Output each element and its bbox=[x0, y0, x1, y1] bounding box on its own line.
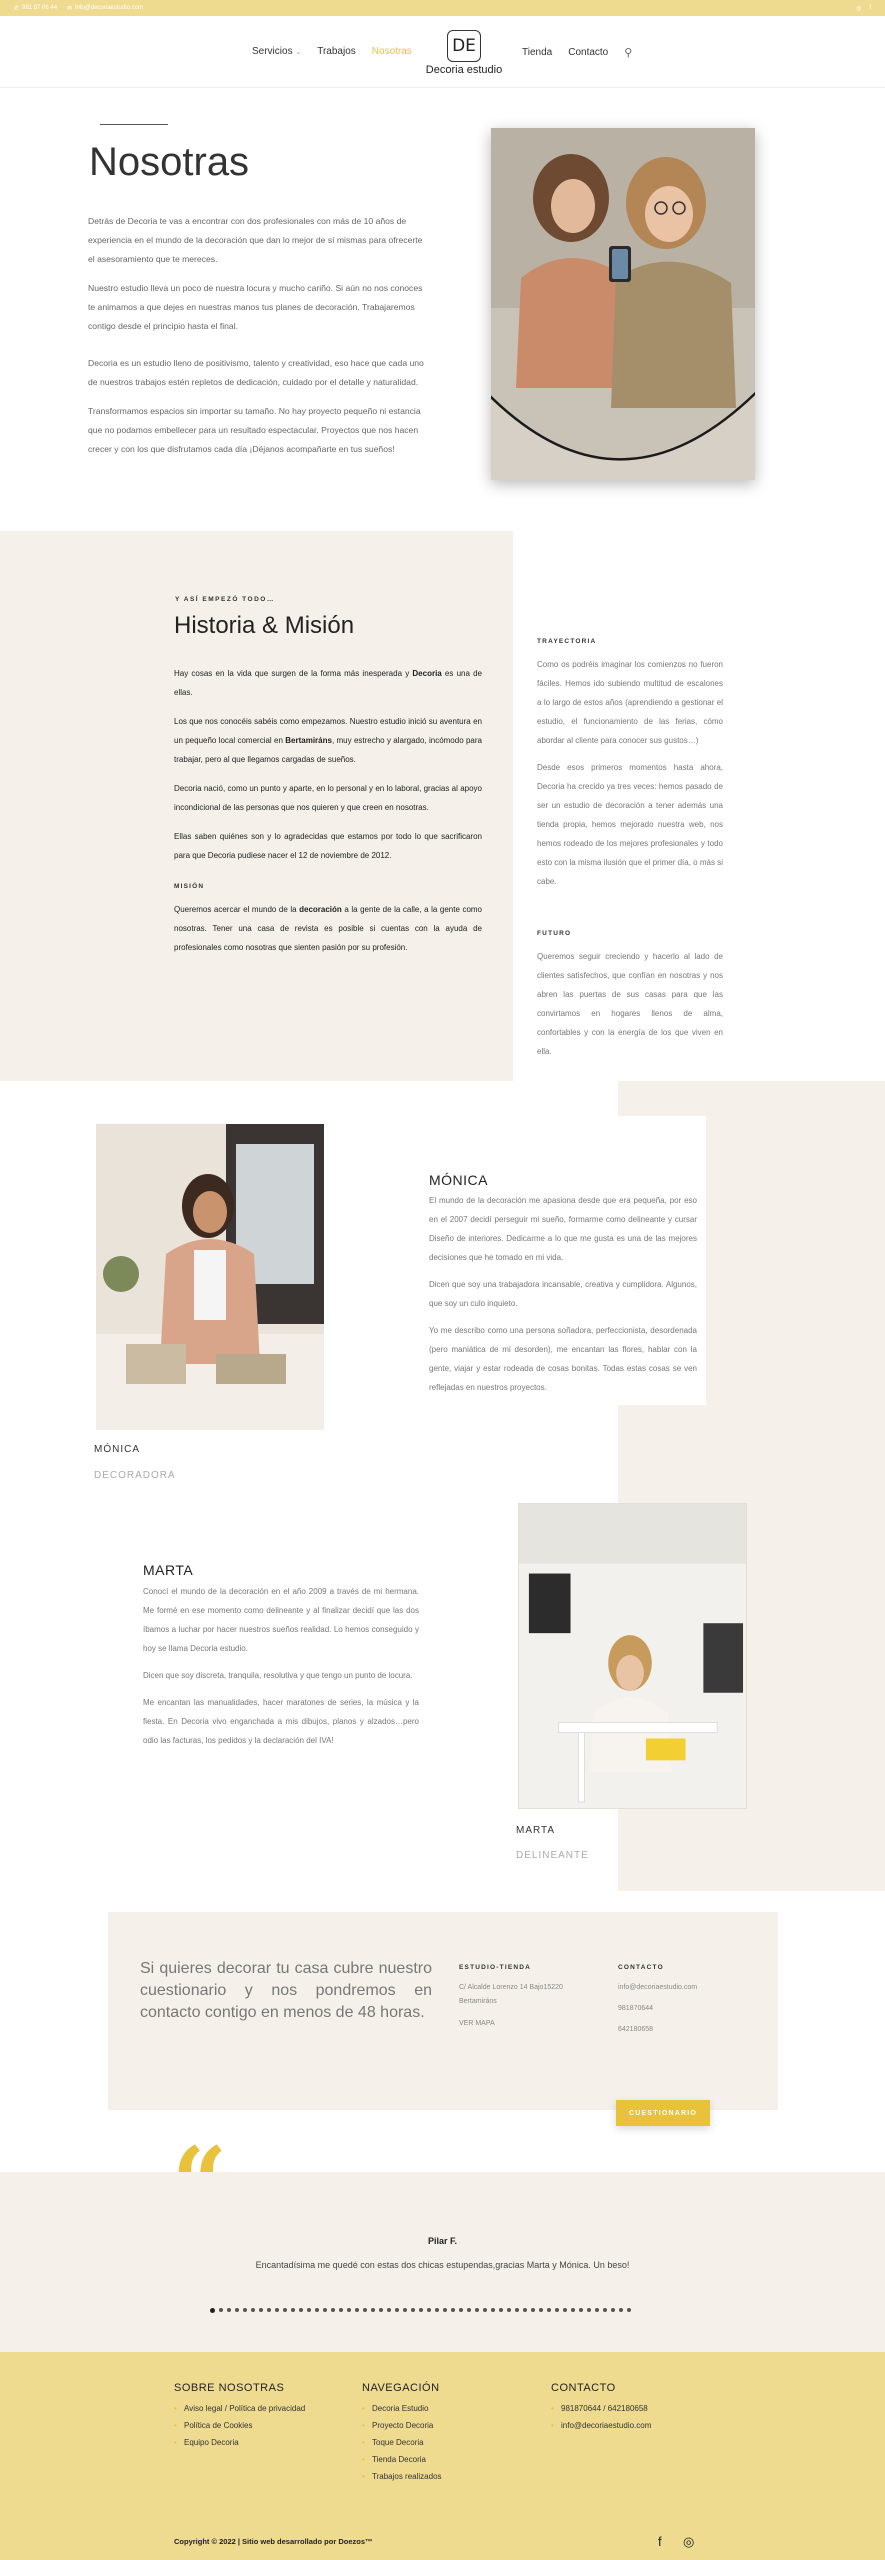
trayectoria-heading: TRAYECTORIA bbox=[537, 638, 597, 645]
slider-dot[interactable] bbox=[403, 2308, 407, 2312]
slider-dot[interactable] bbox=[395, 2308, 399, 2312]
facebook-icon[interactable]: f bbox=[869, 4, 871, 11]
site-logo[interactable] bbox=[418, 30, 510, 76]
footer-link[interactable]: • Política de Cookies bbox=[174, 2417, 305, 2434]
contact-info bbox=[618, 1961, 748, 2037]
topbar-phone[interactable]: ✆ 981 87 06 44 bbox=[14, 5, 58, 12]
testimonial-text: Encantadísima me quedé con estas dos chicas estupendas,gracias Marta y Mónica. Un beso! bbox=[255, 2260, 630, 2270]
footer-link[interactable]: • Equipo Decoria bbox=[174, 2434, 305, 2451]
monica-caption-name: MÓNICA bbox=[94, 1444, 140, 1455]
studio-address: C/ Alcalde Lorenzo 14 Bajo15220 Bertamiráns bbox=[459, 1984, 563, 2005]
slider-dot[interactable] bbox=[283, 2308, 287, 2312]
slider-dot[interactable] bbox=[331, 2308, 335, 2312]
slider-dot[interactable] bbox=[227, 2308, 231, 2312]
slider-dot[interactable] bbox=[459, 2308, 463, 2312]
slider-dot[interactable] bbox=[219, 2308, 223, 2312]
contact-phone[interactable]: 642180658 bbox=[618, 2026, 654, 2033]
site-header bbox=[0, 16, 885, 88]
slider-dot[interactable] bbox=[210, 2308, 215, 2313]
studio-heading: ESTUDIO-TIENDA bbox=[459, 1964, 532, 1971]
page-title: Nosotras bbox=[89, 140, 250, 184]
slider-dot[interactable] bbox=[611, 2308, 615, 2312]
slider-dot[interactable] bbox=[251, 2308, 255, 2312]
footer-heading: CONTACTO bbox=[551, 2382, 616, 2394]
copyright: Copyright © 2022 | Sitio web desarrollado por Doezos™ bbox=[174, 2537, 373, 2546]
trayectoria-column bbox=[537, 632, 723, 899]
instagram-icon[interactable]: ◎ bbox=[683, 2534, 695, 2549]
slider-dot[interactable] bbox=[571, 2308, 575, 2312]
logo-name: Decoria estudio bbox=[425, 64, 503, 76]
nav-item-contacto[interactable]: Contacto bbox=[568, 47, 609, 58]
site-footer bbox=[0, 2352, 885, 2560]
main-nav-right bbox=[522, 46, 632, 59]
instagram-icon[interactable]: ◎ bbox=[856, 5, 862, 12]
history-paragraph: Decoria nació, como un punto y aparte, en lo personal y en lo laboral, gracias al apoyo incondicional de las personas que nos quieren y que creen en nosotras. bbox=[174, 784, 482, 812]
trayectoria-paragraph: Como os podréis imaginar los comienzos no fueron fáciles. Hemos ido subiendo multitud de escalones a lo largo de estos años (aprendiendo a gestionar el estudio, el funcionamiento de las ferias, cómo abordar al cliente para conocer sus gustos…) bbox=[537, 660, 723, 745]
slider-dot[interactable] bbox=[555, 2308, 559, 2312]
slider-dot[interactable] bbox=[523, 2308, 527, 2312]
slider-dot[interactable] bbox=[499, 2308, 503, 2312]
footer-phone[interactable]: • 981870644 / 642180658 bbox=[551, 2400, 651, 2417]
footer-email[interactable]: • info@decoriaestudio.com bbox=[551, 2417, 651, 2434]
futuro-heading: FUTURO bbox=[537, 930, 572, 937]
title-divider bbox=[100, 124, 168, 125]
nav-item-nosotras[interactable]: Nosotras bbox=[371, 46, 412, 57]
history-paragraph: Hay cosas en la vida que surgen de la forma más inesperada y Decoria es una de ellas. bbox=[174, 669, 482, 697]
quote-icon: “ bbox=[172, 2126, 228, 2239]
slider-dot[interactable] bbox=[259, 2308, 263, 2312]
monica-photo bbox=[96, 1124, 324, 1430]
slider-dot[interactable] bbox=[531, 2308, 535, 2312]
history-text bbox=[174, 664, 482, 967]
monica-bio-paragraph: El mundo de la decoración me apasiona desde que era pequeña, por eso en el 2007 decidí perseguir mi sueño, formarme como delineante y cursar Diseño de interiores. Dedicarme a lo que me gusta es una de las mejores decisiones que he tomado en mi vida. bbox=[429, 1196, 697, 1262]
marta-bio-paragraph: Conocí el mundo de la decoración en el año 2009 a través de mi hermana. Me formé en ese momento como delineante y al finalizar decidí que las dos íbamos a luchar por hacer nuestros sueños realidad. Lo hemos conseguido y hoy se llama Decoria estudio. bbox=[143, 1587, 419, 1653]
slider-dot[interactable] bbox=[587, 2308, 591, 2312]
marta-caption-role: DELINEANTE bbox=[516, 1850, 589, 1861]
facebook-icon[interactable]: f bbox=[658, 2534, 662, 2549]
slider-dot[interactable] bbox=[627, 2308, 631, 2312]
footer-link[interactable]: • Trabajos realizados bbox=[362, 2468, 442, 2485]
slider-dot[interactable] bbox=[619, 2308, 623, 2312]
marta-bio bbox=[143, 1582, 419, 1758]
slider-dot[interactable] bbox=[411, 2308, 415, 2312]
slider-dot[interactable] bbox=[267, 2308, 271, 2312]
marta-caption-name: MARTA bbox=[516, 1825, 556, 1836]
history-title: Historia & Misión bbox=[174, 612, 355, 639]
marta-photo bbox=[518, 1503, 747, 1809]
intro-paragraph: Decoria es un estudio lleno de positivismo, talento y creatividad, eso hace que cada uno de nuestros trabajos estén repletos de dedicación, cuidado por el detalle y naturalidad. bbox=[88, 358, 424, 387]
footer-link[interactable]: • Toque Decoria bbox=[362, 2434, 442, 2451]
slider-dot[interactable] bbox=[243, 2308, 247, 2312]
email-icon: ✉ bbox=[67, 5, 73, 12]
slider-dot[interactable] bbox=[307, 2308, 311, 2312]
top-bar bbox=[0, 0, 885, 16]
slider-dot[interactable] bbox=[291, 2308, 295, 2312]
slider-dot[interactable] bbox=[515, 2308, 519, 2312]
nav-item-tienda[interactable]: Tienda bbox=[522, 47, 553, 58]
founders-mirror-photo bbox=[491, 128, 755, 480]
contact-email[interactable]: info@decoriaestudio.com bbox=[618, 1984, 698, 1991]
contact-phone[interactable]: 981870644 bbox=[618, 2005, 654, 2012]
intro-paragraph: Detrás de Decoria te vas a encontrar con dos profesionales con más de 10 años de experiencia en el mundo de la decoración que dan lo mejor de sí mismas para ofrecerte el asesoramiento que te mereces. bbox=[88, 216, 423, 264]
intro-text bbox=[88, 212, 424, 469]
slider-dot[interactable] bbox=[235, 2308, 239, 2312]
slider-dot[interactable] bbox=[467, 2308, 471, 2312]
slider-dot[interactable] bbox=[355, 2308, 359, 2312]
mision-heading: MISIÓN bbox=[174, 883, 205, 890]
futuro-paragraph: Queremos seguir creciendo y hacerlo al lado de clientes satisfechos, que confían en nosotras y nos abren las puertas de sus casas para que las convirtamos en hogares llenos de alma, confortables y con la energía de los que viven en ella. bbox=[537, 952, 723, 1056]
slider-dot[interactable] bbox=[419, 2308, 423, 2312]
phone-icon: ✆ bbox=[14, 5, 20, 12]
logo-mark: DE bbox=[447, 30, 481, 62]
view-map-link[interactable]: VER MAPA bbox=[459, 2020, 495, 2027]
slider-dot[interactable] bbox=[483, 2308, 487, 2312]
history-paragraph: Los que nos conocéis sabéis como empezamos. Nuestro estudio inició su aventura en un pequeño local comercial en Bertamiráns, muy estrecho y alargado, incómodo para trabajar, pero al que llegamos cargadas de sueños. bbox=[174, 717, 482, 764]
footer-heading: NAVEGACIÓN bbox=[362, 2382, 440, 2394]
slider-dot[interactable] bbox=[387, 2308, 391, 2312]
studio-info bbox=[459, 1961, 589, 2031]
monica-bio-paragraph: Yo me describo como una persona soñadora, perfeccionista, desordenada (pero maniática de mi desorden), me encantan las flores, hablar con la gente, viajar y estar rodeada de cosas bonitas. Todas estas cosas se ven reflejadas en nuestros proyectos. bbox=[429, 1326, 697, 1392]
slider-dot[interactable] bbox=[443, 2308, 447, 2312]
slider-dot[interactable] bbox=[563, 2308, 567, 2312]
monica-bio bbox=[429, 1191, 697, 1405]
testimonial-author: Pilar F. bbox=[427, 2236, 457, 2246]
topbar-email[interactable]: ✉ info@decoriaestudio.com bbox=[67, 5, 143, 12]
intro-paragraph: Transformamos espacios sin importar su tamaño. No hay proyecto pequeño ni estancia que no podamos embellecer para un resultado espectacular. Proyectos que nos hacen crecer y con los que disfrutamos cada día ¡Déjanos acompañarte en tus sueños! bbox=[88, 406, 421, 454]
intro-paragraph: Nuestro estudio lleva un poco de nuestra locura y mucho cariño. Si aún no nos conoces te animamos a que dejes en nuestras manos tus planes de decoración. Trabajaremos contigo desde el principio hasta el final. bbox=[88, 283, 423, 331]
contact-heading: CONTACTO bbox=[618, 1964, 664, 1971]
footer-col-about bbox=[174, 2382, 305, 2451]
slider-dot[interactable] bbox=[379, 2308, 383, 2312]
footer-heading: SOBRE NOSOTRAS bbox=[174, 2382, 285, 2394]
footer-link[interactable]: • Proyecto Decoria bbox=[362, 2417, 442, 2434]
slider-dot[interactable] bbox=[507, 2308, 511, 2312]
slider-dot[interactable] bbox=[547, 2308, 551, 2312]
slider-dot[interactable] bbox=[435, 2308, 439, 2312]
chevron-down-icon: ⌄ bbox=[295, 49, 302, 56]
slider-dot[interactable] bbox=[371, 2308, 375, 2312]
slider-dot[interactable] bbox=[315, 2308, 319, 2312]
footer-link[interactable]: • Aviso legal / Política de privacidad bbox=[174, 2400, 305, 2417]
marta-bio-paragraph: Dicen que soy discreta, tranquila, resolutiva y que tengo un punto de locura. bbox=[143, 1671, 413, 1680]
footer-col-contact bbox=[551, 2382, 651, 2434]
marta-bio-paragraph: Me encantan las manualidades, hacer maratones de series, la música y la fiesta. En Decoria vivo enganchada a mis dibujos, planos y alzados…pero odio las facturas, los pedidos y la declaración del IVA! bbox=[143, 1698, 419, 1745]
slider-dot[interactable] bbox=[491, 2308, 495, 2312]
footer-col-nav bbox=[362, 2382, 442, 2485]
history-eyebrow: Y ASÍ EMPEZÓ TODO… bbox=[175, 596, 275, 603]
main-nav-left bbox=[252, 46, 412, 57]
slider-dot[interactable] bbox=[579, 2308, 583, 2312]
slider-dots bbox=[210, 2308, 631, 2313]
futuro-column bbox=[537, 924, 723, 1069]
nav-item-trabajos[interactable]: Trabajos bbox=[317, 46, 356, 57]
slider-dot[interactable] bbox=[275, 2308, 279, 2312]
slider-dot[interactable] bbox=[323, 2308, 327, 2312]
questionnaire-button[interactable]: CUESTIONARIO bbox=[616, 2100, 710, 2126]
history-paragraph: Ellas saben quiénes son y lo agradecidas que estamos por todo lo que sacrificaron para que Decoria pudiese nacer el 12 de noviembre de 2012. bbox=[174, 832, 482, 860]
mision-paragraph: Queremos acercar el mundo de la decoración a la gente de la calle, a la gente como nosotras. Tener una casa de revista es posible si cuentas con la ayuda de profesionales como nosotras que sienten pasión por su profesión. bbox=[174, 905, 482, 952]
trayectoria-paragraph: Desde esos primeros momentos hasta ahora, Decoria ha crecido ya tres veces: hemos pasado de ser un estudio de decoración a tener además una tienda propia, hemos mejorado nuestra web, nos hemos rodeado de los mejores profesionales y todo esto con la misma ilusión que el primer día, o más si cabe. bbox=[537, 763, 723, 886]
slider-dot[interactable] bbox=[299, 2308, 303, 2312]
slider-dot[interactable] bbox=[347, 2308, 351, 2312]
slider-dot[interactable] bbox=[451, 2308, 455, 2312]
monica-bio-title: MÓNICA bbox=[429, 1172, 488, 1188]
slider-dot[interactable] bbox=[475, 2308, 479, 2312]
monica-caption-role: DECORADORA bbox=[94, 1470, 176, 1481]
search-icon[interactable]: ⚲ bbox=[624, 47, 633, 59]
slider-dot[interactable] bbox=[595, 2308, 599, 2312]
slider-dot[interactable] bbox=[427, 2308, 431, 2312]
slider-dot[interactable] bbox=[363, 2308, 367, 2312]
monica-bio-paragraph: Dicen que soy una trabajadora incansable, creativa y cumplidora. Algunos, que soy un culo inquieto. bbox=[429, 1280, 697, 1308]
contact-lead-text: Si quieres decorar tu casa cubre nuestro cuestionario y nos pondremos en contacto contigo en menos de 48 horas. bbox=[140, 1960, 432, 2021]
footer-link[interactable]: • Tienda Decoria bbox=[362, 2451, 442, 2468]
slider-dot[interactable] bbox=[539, 2308, 543, 2312]
slider-dot[interactable] bbox=[339, 2308, 343, 2312]
slider-dot[interactable] bbox=[603, 2308, 607, 2312]
marta-bio-title: MARTA bbox=[143, 1562, 194, 1578]
nav-item-servicios[interactable]: Servicios ⌄ bbox=[252, 46, 302, 57]
footer-link[interactable]: • Decoria Estudio bbox=[362, 2400, 442, 2417]
